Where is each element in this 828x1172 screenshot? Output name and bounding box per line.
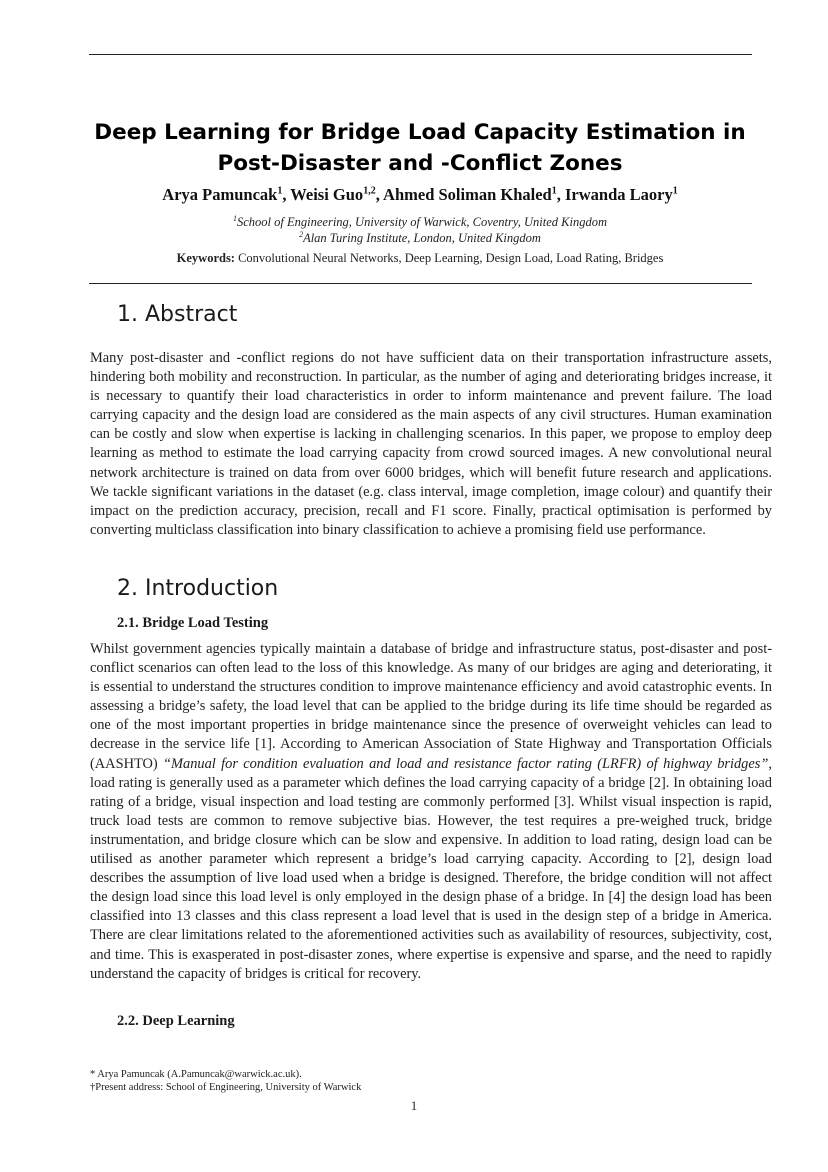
affiliation-mark: 1 bbox=[233, 214, 237, 223]
affiliation-text: Alan Turing Institute, London, United Kingdom bbox=[303, 231, 541, 246]
subsection-heading-deep-learning: 2.2. Deep Learning bbox=[117, 1013, 235, 1029]
abstract-text: Many post-disaster and -conflict regions do not have sufficient data on their transportation infrastructure assets, hindering both mobility and reconstruction. In particular, as the number of aging and deteriorating bridges increase, it is necessary to quantify their load characteristics in order to inform maintenance and prevent failure. The load carrying capacity and the design load are considered as the main aspects of any civil structures. Human examination can be costly and slow when expertise is lacking in challenging scenarios. In this paper, we propose to employ deep learning as method to estimate the load carrying capacity from crowd sourced images. A new convolutional neural network architecture is trained on data from over 6000 bridges, which will benefit future research and applications. We tackle significant variations in the dataset (e.g. class interval, image completion, image colour) and quantify their impact on the prediction accuracy, precision, recall and F1 score. Finally, practical optimisation is performed by converting multiclass classification into binary classification to achieve a promising field use performance. bbox=[90, 350, 772, 538]
keywords-line bbox=[60, 251, 780, 266]
keywords-label: Keywords: bbox=[176, 251, 235, 265]
introduction-heading: 2. Introduction bbox=[117, 576, 279, 601]
header-rule bbox=[89, 283, 752, 284]
author-affil-mark: 1 bbox=[277, 185, 283, 197]
author-name: Ahmed Soliman Khaled bbox=[383, 185, 552, 204]
affiliation-2 bbox=[60, 230, 780, 246]
abstract-heading: 1. Abstract bbox=[117, 302, 238, 327]
author-affil-mark: 1 bbox=[672, 185, 678, 197]
author-affil-mark: 1 bbox=[551, 185, 557, 197]
author-name: Weisi Guo bbox=[290, 185, 364, 204]
footnote-address: †Present address: School of Engineering, University of Warwick bbox=[90, 1082, 362, 1093]
affiliation-1 bbox=[60, 214, 780, 230]
author-name: Irwanda Laory bbox=[564, 185, 673, 204]
title-line-2: Post-Disaster and -Conflict Zones bbox=[217, 151, 623, 176]
paper-title bbox=[60, 117, 780, 179]
top-rule bbox=[89, 54, 752, 55]
affiliation-text: School of Engineering, University of Warwick, Coventry, United Kingdom bbox=[237, 215, 607, 230]
author-affil-mark: 1,2 bbox=[363, 185, 376, 197]
author-list bbox=[60, 185, 780, 205]
affiliation-mark: 2 bbox=[299, 230, 304, 239]
keywords-text: Convolutional Neural Networks, Deep Learning, Design Load, Load Rating, Bridges bbox=[238, 251, 664, 265]
author-separator: , bbox=[556, 185, 565, 204]
author-separator: , bbox=[282, 185, 291, 204]
intro-text-part: Whilst government agencies typically maintain a database of bridge and infrastructure status, post-disaster and post-conflict scenarios can often lead to the loss of this knowledge. As many of our bridges are aging and deteriorating, it is essential to understand the structures condition to improve maintenance efficiency and avoid catastrophic events. In assessing a bridge’s safety, the load level that can be applied to the bridge during its life time should be regarded as one of the most important properties in bridge maintenance since the presence of overweight vehicles can lead to decrease in the service life [1]. According to American Association of State Highway and Transportation Officials (AASHTO) bbox=[90, 641, 772, 772]
intro-cited-title: “Manual for condition evaluation and load and resistance factor rating (LRFR) of highway bridges” bbox=[163, 755, 769, 772]
intro-text-part: , load rating is generally used as a parameter which defines the load carrying capacity of a bridge [2]. In obtaining load rating of a bridge, visual inspection and load testing are commonly performed [3]. Whilst visual inspection is rapid, truck load tests are common to remove subjective bias. However, the test requires a pre-weighed truck, bridge instrumentation, and bridge closure which can be slow and expensive. In addition to load rating, design load can be utilised as another parameter which represent a bridge’s load carrying capacity. According to [2], design load describes the assumption of live load used when a bridge is designed. Therefore, the bridge condition will not affect the design load since this load level is only employed in the design phase of a bridge. In [4] the design load has been classified into 13 classes and this class represent a load level that is used in the design step of a bridge in America. There are clear limitations related to the aforementioned activities such as availability of resources, subjectivity, cost, and time. This is exasperated in post-disaster zones, where expertise is expensive and sparse, and the need to rapidly understand the capacity of bridges is critical for recovery. bbox=[90, 755, 772, 982]
footnote-contact: * Arya Pamuncak (A.Pamuncak@warwick.ac.uk). bbox=[90, 1069, 302, 1080]
author-separator: , bbox=[375, 185, 384, 204]
title-line-1: Deep Learning for Bridge Load Capacity Estimation in bbox=[94, 120, 746, 145]
author-name: Arya Pamuncak bbox=[162, 185, 278, 204]
introduction-paragraph bbox=[90, 640, 772, 984]
subsection-heading-bridge-load-testing: 2.1. Bridge Load Testing bbox=[117, 615, 269, 631]
page-number: 1 bbox=[410, 1099, 418, 1113]
